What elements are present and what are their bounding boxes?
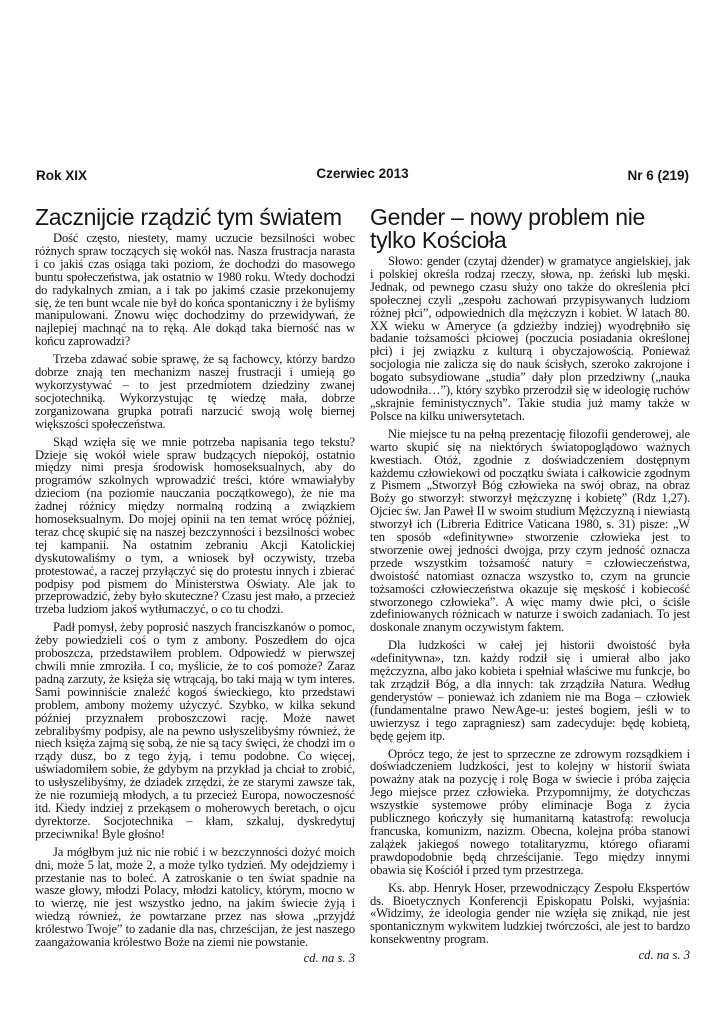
article-paragraph: Nie miejsce tu na pełną prezentację filozofii genderowej, ale warto skupić się na niektórych światopoglądowo ważnych kwestiach. Otóż, zgodnie z doświadczeniem dostępnym każdemu człowiekowi od początku świata i całkowicie zgodnym z Pismem „Stworzył Bóg człowieka na swój obraz, na obraz Boży go stworzył: stworzył mężczyznę i kobietę” (Rdz 1,27). Ojciec św. Jan Paweł II w swoim studium Mężczyzną i niewiastą stworzył ich (Libreria Editrice Vaticana 1980, s. 31) pisze: „W ten sposób «definitywne» stworzenie człowieka jest to stworzenie owej jedności dwojga, przy czym jedność oznacza przede wszystkim tożsamość natury = człowieczeństwa, dwoistość natomiast oznacza wszystko to, czym na gruncie tożsamości człowieczeństwa okazuje się męskość i kobiecość stworzonego człowieka”. A więc mamy dwie płci, o ściśle zdefiniowanych różnicach w naturze i swoich zadaniach. To jest doskonale znanym oczywistym faktem. [370, 426, 690, 635]
continued-note: cd. na s. 3 [638, 948, 690, 963]
volume-label: Rok XIX [36, 168, 88, 183]
right-article [370, 206, 690, 962]
article-paragraph: Oprócz tego, że jest to sprzeczne ze zdrowym rozsądkiem i doświadczeniem ludzkości, jest to kolejny w historii świata poważny atak na pozycję i rolę Boga w świecie i próba zajęcia Jego miejsce przez człowieka. Przypomnijmy, że dotychczas wszystkie systemowe próby eliminacje Boga z życia publicznego kończyły się humanitarną katastrofą: rewolucja francuska, komunizm, nazizm. Obecna, kolejna próba stanowi zalążek jakiegoś nowego totalitaryzmu, którego ofiarami prawdopodobnie będą chrześcijanie. Tego między innymi obawia się Kościół i przed tym przestrzega. [370, 746, 690, 877]
masthead [0, 162, 725, 186]
issue-number: Nr 6 (219) [627, 168, 689, 183]
article-title: Zacznijcie rządzić tym światem [35, 204, 342, 230]
continued-note: cd. na s. 3 [303, 950, 355, 965]
article-paragraph: Słowo: gender (czytaj dżender) w gramatyce angielskiej, jak i polskiej określa rodzaj rzeczy, słowa, np. żeński lub męski. Jednak, od pewnego czasu służy ono także do określenia płci społecznej czyli „zespołu zachowań przypisywanych ludziom różnej płci”, odpowiednich dla mężczyzn i kobiet. W latach 80. XX wieku w Ameryce (a gdzieżby indziej) wyodrębniło się badanie tożsamości płciowej (poczucia posiadania określonej płci) i jej związku z kulturą i obyczajowością. Ponieważ socjologia nie zalicza się do nauk ścisłych, szeroko zakrojone i bogato subsydiowane „studia” dały plon przedziwny („nauka udowodniła…”), który szybko przerodził się w ideologię ruchów „skrajnie feministycznych”. Takie studia już mamy także w Polsce na kilku uniwersytetach. [370, 254, 690, 423]
article-paragraph: Trzeba zdawać sobie sprawę, że są fachowcy, którzy bardzo dobrze znają ten mechanizm naszej frustracji i umieją go wykorzystywać – to jest przedmiotem dziedziny zwanej socjotechniką. Wykorzystując tę wiedzę mała, dobrze zorganizowana grupka potrafi narzucić swoją wolę biernej większości społeczeństwa. [35, 352, 355, 431]
article-paragraph: Dla ludzkości w całej jej historii dwoistość była «definitywna», tzn. każdy rodził się i umierał albo jako mężczyzna, albo jako kobieta i spełniał właściwe mu funkcje, bo tak zrządził Bóg, a dla innych: tak zrządziła Natura. Według genderystów – ponieważ ich zdaniem nie ma Boga – człowiek (fundamentalne prawo NewAge-u: jesteś bogiem, jeśli w to uwierzysz i tego zapragniesz) sam zadecyduje: będę kobietą, będę gejem itp. [370, 638, 690, 743]
article-title: Gender – nowy problem nie tylko Kościoła [370, 204, 646, 253]
article-paragraph: Ks. abp. Henryk Hoser, przewodniczący Zespołu Ekspertów ds. Bioetycznych Konferencji Episkopatu Polski, wyjaśnia: «Widzimy, że ideologia gender nie wzięła się znikąd, nie jest spontanicznym wykwitem ludzkiej twórczości, ale jest to bardzo konsekwentny program. [370, 880, 690, 947]
left-article [35, 206, 355, 965]
article-paragraph: Ja mógłbym już nic nie robić i w bezczynności dożyć moich dni, może 5 lat, może 2, a może tylko tydzień. My odejdziemy i przestanie nas to boleć. A zatroskanie o ten świat spadnie na wasze głowy, młodzi Polacy, młodzi katolicy, którym, mocno w to wierzę, nie jest wszystko jedno, na jakim świecie żyją i wiedzą również, że powtarzane przez nas słowa „przyjdź królestwo Twoje” to zadanie dla nas, chrześcijan, że jest naszego zaangażowania królestwo Boże na ziemi nie powstanie. [35, 844, 355, 950]
issue-date: Czerwiec 2013 [316, 166, 409, 181]
article-paragraph: Padł pomysł, żeby poprosić naszych franciszkanów o pomoc, żeby powiedzieli coś o tym z ambony. Poszedłem do ojca proboszcza, przedstawiłem problem. Odpowiedź w pierwszej chwili mnie zmroziła. I co, myślicie, że to coś pomoże? Zaraz padną zarzuty, że księża się wtrącają, bo taki mają w tym interes. Sami powinniście znaleźć kogoś świeckiego, kto przedstawi problem, ambony możemy użyczyć. Szybko, w kilka sekund później przyznałem proboszczowi rację. Może nawet zebralibyśmy podpisy, ale na pewno usłyszelibyśmy również, że niech księża zajmą się sobą, że nie są tacy święci, że chodzi im o rządy dusz, bo z tego żyją, i temu podobne. Co więcej, uświadomiłem sobie, że gdybym na przykład ja chciał to zrobić, to usłyszelibyśmy, że dziadek zrzędzi, że ze starymi zawsze tak, że nie rozumieją młodych, a tu przecież Europa, nowoczesność itd. Kiedy indziej z przekąsem o moherowych beretach, o ojcu dyrektorze. Socjotechnika – kłam, szkaluj, dyskredytuj przeciwnika! Byle głośno! [35, 620, 355, 841]
article-paragraph: Dość często, niestety, mamy uczucie bezsilności wobec różnych spraw toczących się wokół nas. Nasza frustracja narasta i co jakiś czas osiąga taki poziom, że dochodzi do masowego buntu społeczeństwa, jak ostatnio w 1980 roku. Wtedy dochodzi do radykalnych zmian, a i tak po jakimś czasie przekonujemy się, że ten bunt wcale nie był do końca spontaniczny i że byliśmy manipulowani. Znowu więc dochodzimy do przewidywań, że najlepiej machnąć na to ręką. Ale dokąd taka bierność nas w końcu zaprowadzi? [35, 231, 355, 349]
article-paragraph: Skąd wzięła się we mnie potrzeba napisania tego tekstu? Dzieje się wokół wiele spraw budzących niepokój, ostatnio między nimi presja środowisk homoseksualnych, aby do programów szkolnych wprowadzić treści, które wmawiałyby dzieciom (na poziomie nauczania początkowego), że nie ma żadnej różnicy między normalną rodziną a związkiem homoseksualnym. Do mojej opinii na ten temat wrócę później, teraz chcę skupić się na naszej bezczynności i bezsilności wobec tej kampanii. Na ostatnim zebraniu Akcji Katolickiej dyskutowaliśmy o tym, a wniosek był oczywisty, trzeba protestować, a raczej przyłączyć się do protestu innych i zbierać podpisy pod pismem do Ministerstwa Oświaty. Ale jak to przeprowadzić, żeby było skuteczne? Czasu jest mało, a przecież trzeba ludziom jakoś wytłumaczyć, o co tu chodzi. [35, 434, 355, 617]
